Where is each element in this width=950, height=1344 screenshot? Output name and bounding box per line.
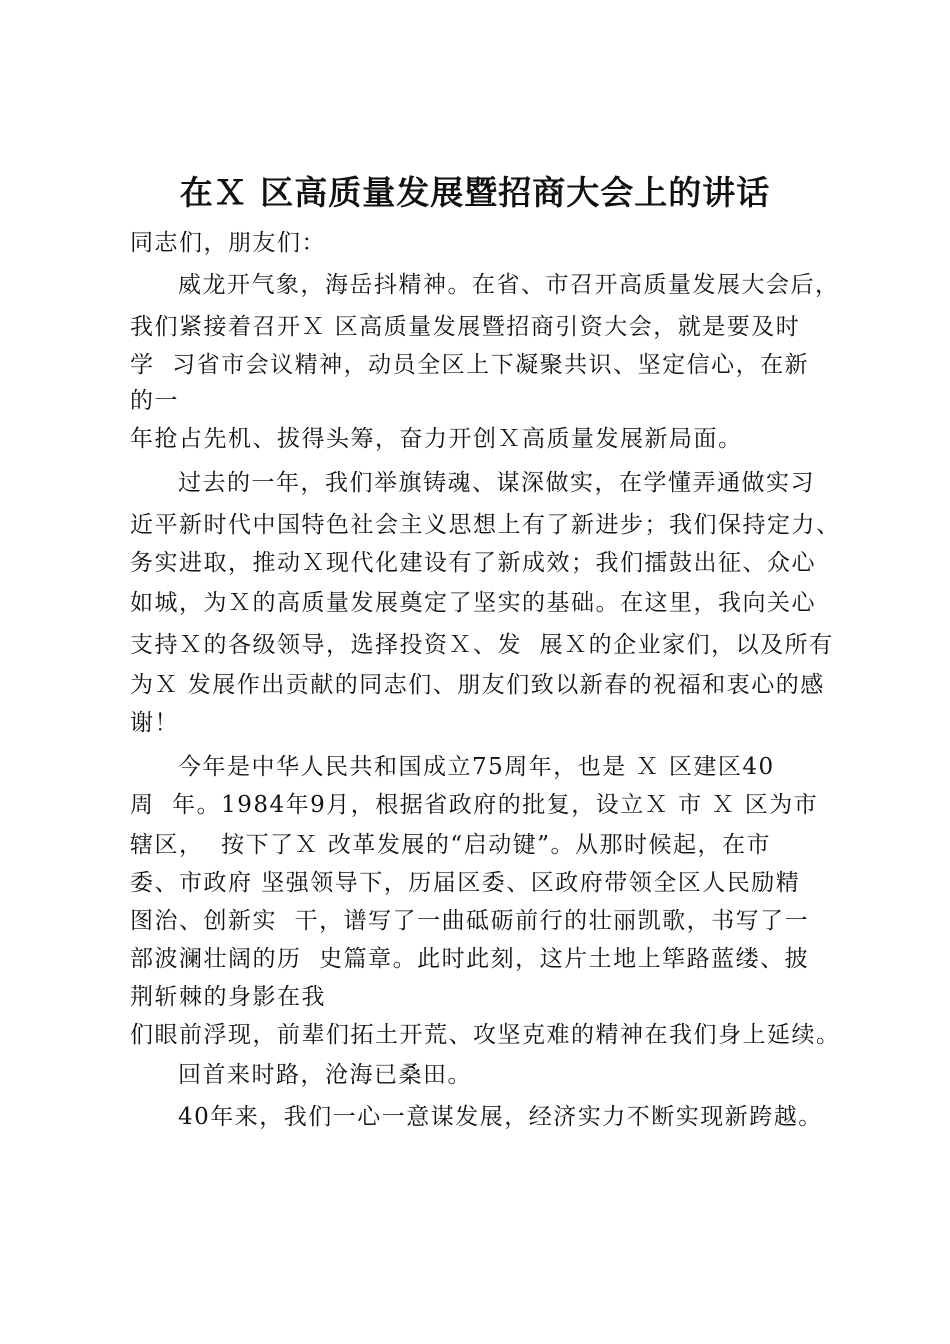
paragraph-line: 威龙开气象，海岳抖精神。在省、市召开高质量发展大会后， — [178, 272, 840, 298]
paragraph-line: 支持Ｘ的各级领导，选择投资Ｘ、发 展Ｘ的企业家们，以及所有 — [130, 632, 834, 658]
salutation: 同志们，朋友们： — [130, 230, 326, 256]
paragraph-line: 的一 — [130, 388, 179, 414]
paragraph-line: 周 年。1984年9月，根据省政府的批复，设立Ｘ 市 Ｘ 区为市 — [130, 792, 819, 818]
document-title: 在Ｘ 区高质量发展暨招商大会上的讲话 — [179, 173, 771, 212]
paragraph-line: 学 习省市会议精神，动员全区上下凝聚共识、坚定信心，在新 — [130, 352, 810, 378]
paragraph-line: 谢！ — [130, 710, 179, 736]
paragraph-line: 荆斩棘的身影在我 — [130, 984, 326, 1010]
paragraph-line: 务实进取，推动Ｘ现代化建设有了新成效；我们擂鼓出征、众心 — [130, 550, 816, 576]
paragraph-line: 回首来时路，沧海已桑田。 — [178, 1062, 472, 1088]
paragraph-line: 们眼前浮现，前辈们拓土开荒、攻坚克难的精神在我们身上延续。 — [130, 1022, 841, 1048]
paragraph-line: 今年是中华人民共和国成立75周年，也是 Ｘ 区建区40 — [178, 754, 775, 780]
paragraph-line: 为Ｘ 发展作出贡献的同志们、朋友们致以新春的祝福和衷心的感 — [130, 672, 825, 698]
paragraph-line: 辖区， 按下了Ｘ 改革发展的“启动键”。从那时候起，在市 — [130, 832, 771, 858]
paragraph-line: 过去的一年，我们举旗铸魂、谋深做实，在学懂弄通做实习 — [178, 470, 815, 496]
paragraph-line: 我们紧接着召开Ｘ 区高质量发展暨招商引资大会，就是要及时 — [130, 314, 801, 340]
paragraph-line: 部波澜壮阔的历 史篇章。此时此刻，这片土地上筚路蓝缕、披 — [130, 946, 810, 972]
paragraph-line: 年抢占先机、拔得头筹，奋力开创Ｘ高质量发展新局面。 — [130, 426, 743, 452]
paragraph-line: 图治、创新实 干，谱写了一曲砥砺前行的壮丽凯歌，书写了一 — [130, 908, 810, 934]
paragraph-line: 如城，为Ｘ的高质量发展奠定了坚实的基础。在这里，我向关心 — [130, 590, 816, 616]
paragraph-line: 近平新时代中国特色社会主义思想上有了新进步；我们保持定力、 — [130, 512, 841, 538]
paragraph-line: 委、市政府 坚强领导下，历届区委、区政府带领全区人民励精 — [130, 870, 801, 896]
paragraph-line: 40年来，我们一心一意谋发展，经济实力不断实现新跨越。 — [178, 1104, 823, 1130]
